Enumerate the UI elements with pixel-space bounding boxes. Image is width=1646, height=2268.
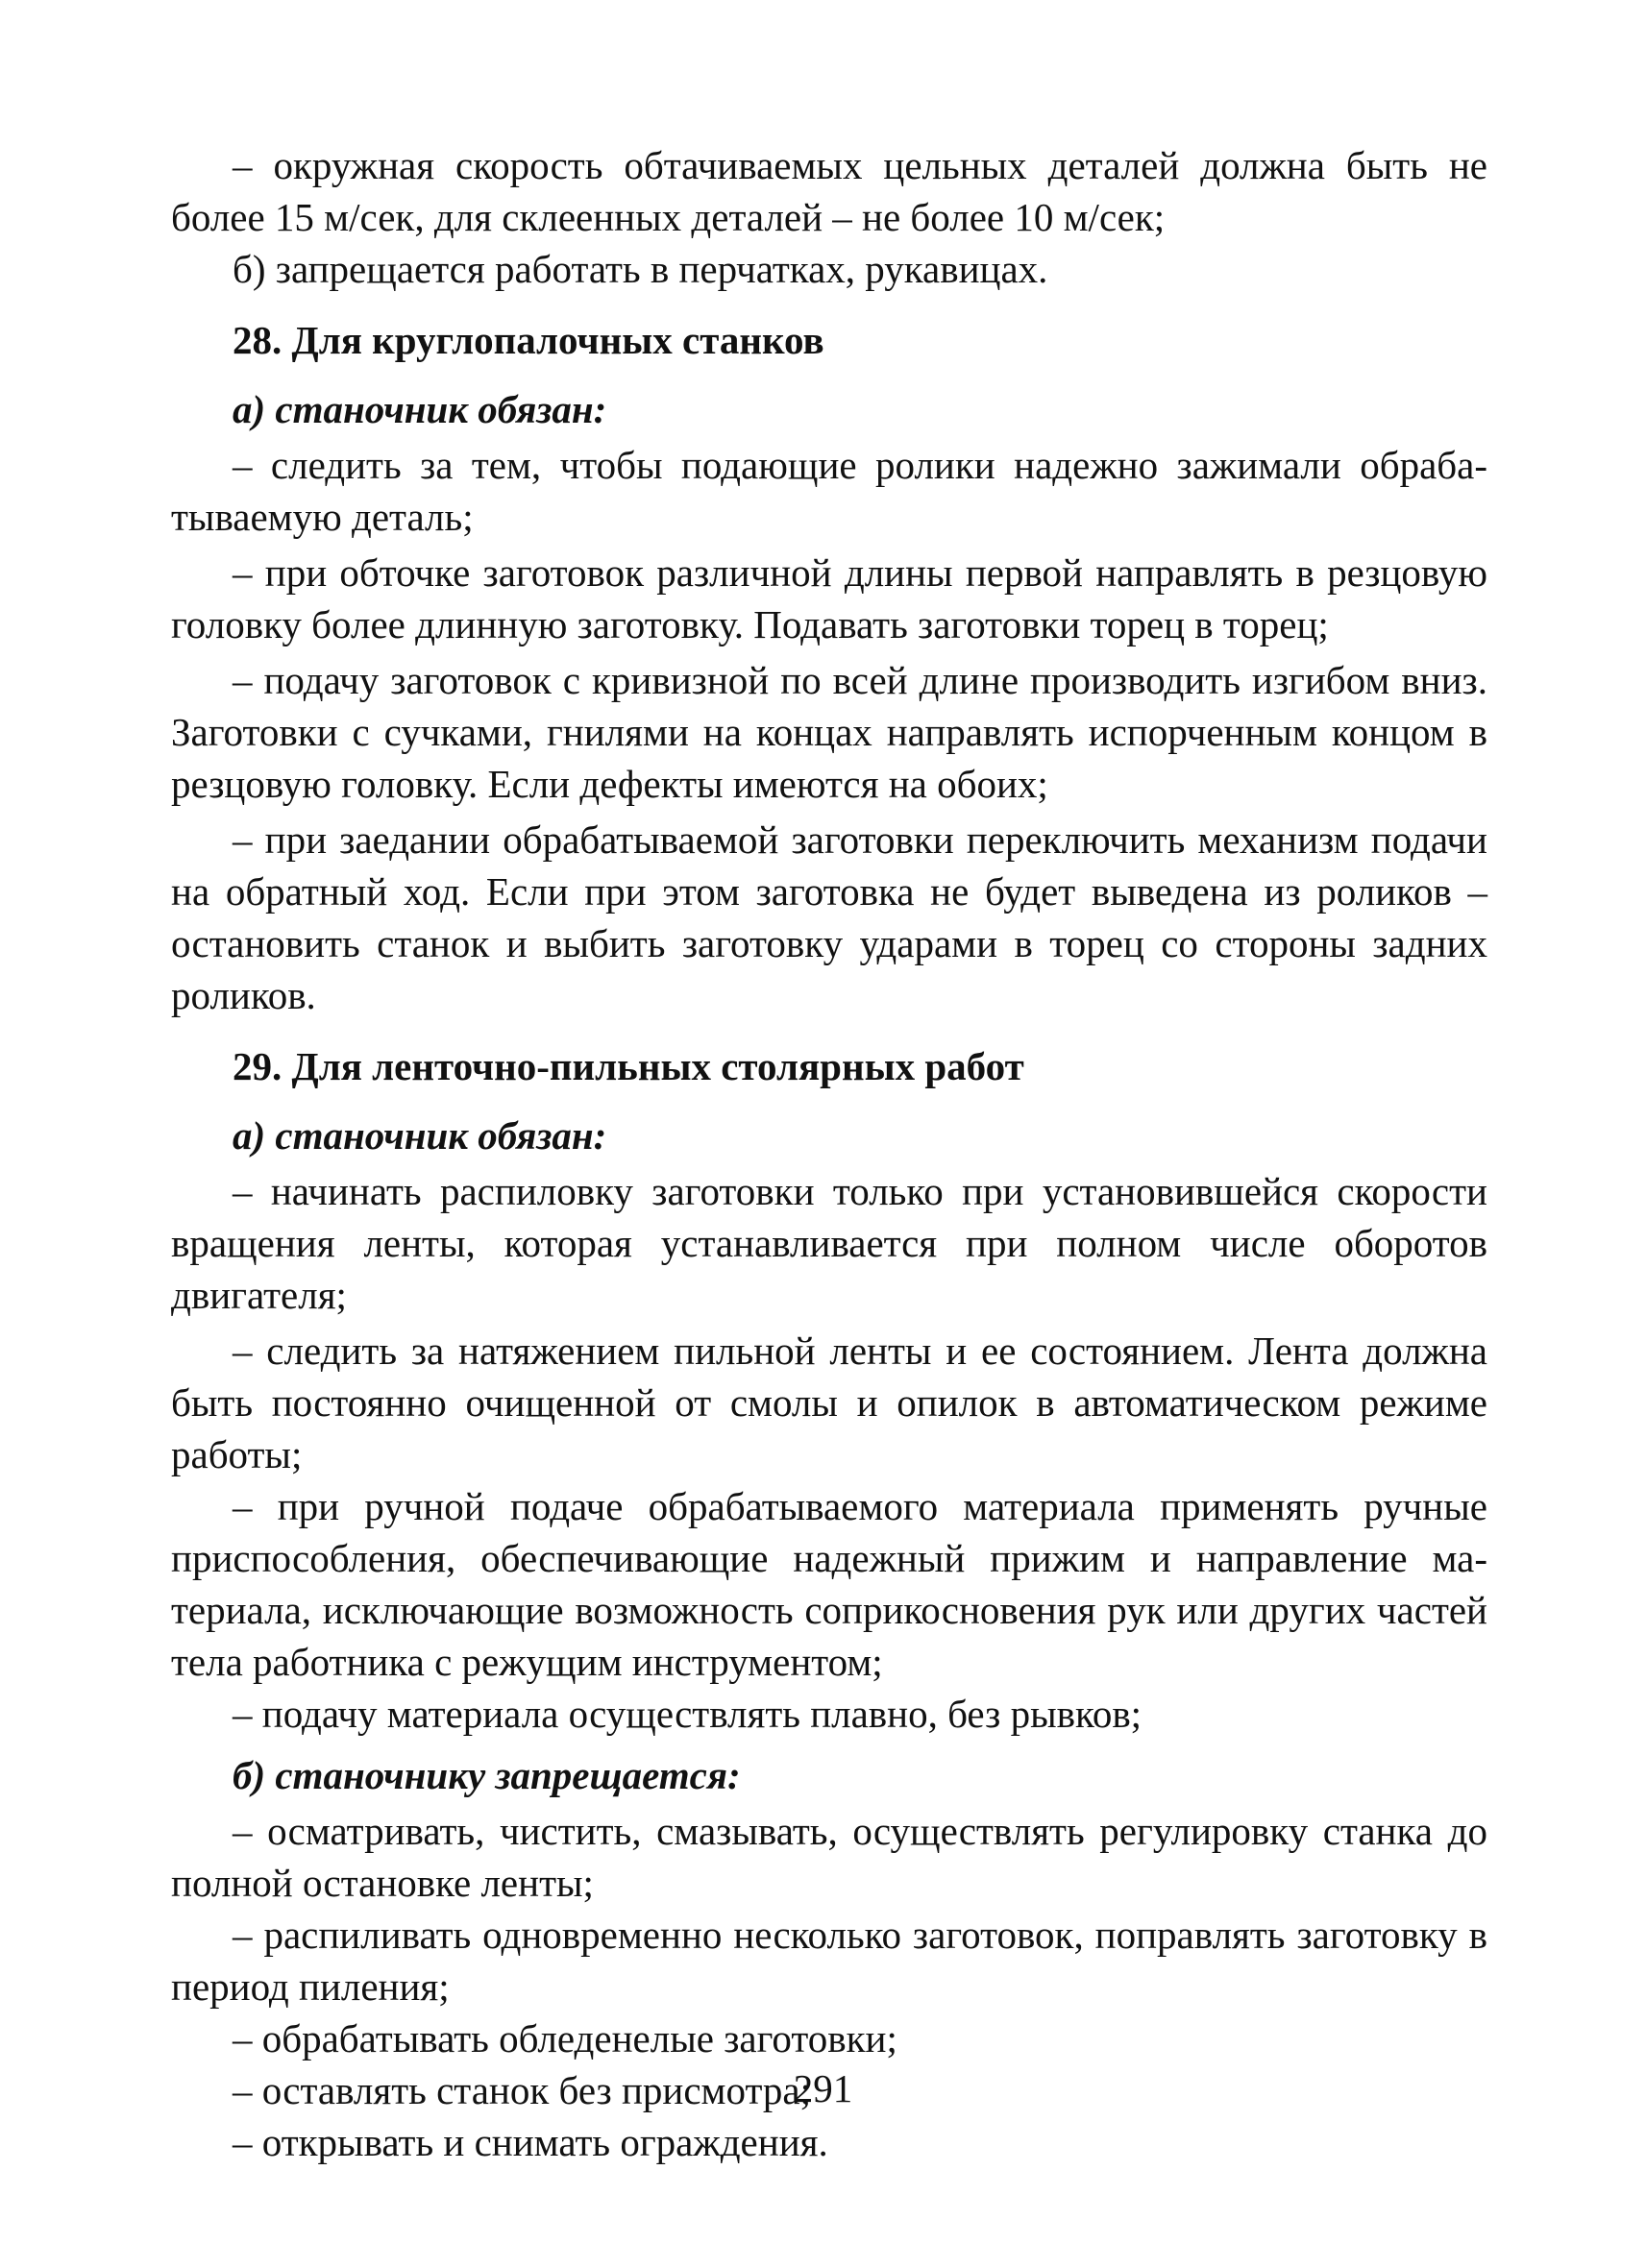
section-29-item-a: – при ручной подаче обрабатываемого материала применять ручные приспособления, обеспечивающие надежный прижим и направление материала, исключающие возможность соприкосновения рук или других частей тела работника с режущим инструментом; (171, 1484, 1487, 1684)
section-29-item-a: – начинать распиловку заготовки только при установившейся скорости вращения ленты, которая устанавливается при полном числе оборотов двигателя; (171, 1169, 1487, 1317)
section-28-item: – подачу заготовок с кривизной по всей длине производить изгибом вниз. Заготовки с сучками, гнилями на концах направлять испорченным концом в резцовую головку. Если дефекты имеются на обоих; (171, 658, 1487, 806)
section-28-item: – при обточке заготовок различной длины первой направлять в резцовую головку более длинную заготовку. Подавать заготовки торец в торец; (171, 550, 1487, 646)
section-29-item-b: – открывать и снимать ограждения. (233, 2120, 828, 2164)
page-number: 291 (793, 2066, 853, 2110)
section-28-item: – следить за тем, чтобы подающие ролики надежно зажимали обрабатываемую деталь; (171, 443, 1487, 539)
section-29-heading: 29. Для ленточно-пильных столярных работ (233, 1044, 1024, 1088)
section-29-item-a: – следить за натяжением пильной ленты и ее состоянием. Лента должна быть постоянно очищенной от смолы и опилок в автоматическом режиме работы; (171, 1329, 1487, 1476)
section-29-item-b: – обрабатывать обледенелые заготовки; (233, 2016, 897, 2061)
paragraph-no-gloves: б) запрещается работать в перчатках, рукавицах. (233, 247, 1048, 291)
section-29-item-b: – осматривать, чистить, смазывать, осуществлять регулировку станка до полной остановке ленты; (171, 1809, 1487, 1905)
section-29-item-a: – подачу материала осуществлять плавно, без рывков; (233, 1692, 1142, 1736)
section-29-subheading-a: а) станочник обязан: (233, 1113, 607, 1158)
section-29-subheading-b: б) станочнику запрещается: (233, 1753, 741, 1797)
section-28-subheading-a: а) станочник обязан: (233, 387, 607, 431)
section-28-heading: 28. Для круглопалочных станков (233, 318, 824, 362)
section-29-item-b: – распиливать одновременно несколько заготовок, поправлять заготовку в период пиления; (171, 1913, 1487, 2009)
section-29-item-b: – оставлять станок без присмотра; (233, 2068, 811, 2112)
document-page (171, 139, 1487, 2168)
paragraph-circumferential-speed: – окружная скорость обтачиваемых цельных деталей должна быть не более 15 м/сек, для склеенных деталей – не более 10 м/сек; (171, 143, 1487, 239)
section-28-item: – при заедании обрабатываемой заготовки переключить механизм подачи на обратный ход. Если при этом заготовка не будет выведена из роликов – остановить станок и выбить заготовку ударами в торец со стороны задних роликов. (171, 817, 1487, 1017)
